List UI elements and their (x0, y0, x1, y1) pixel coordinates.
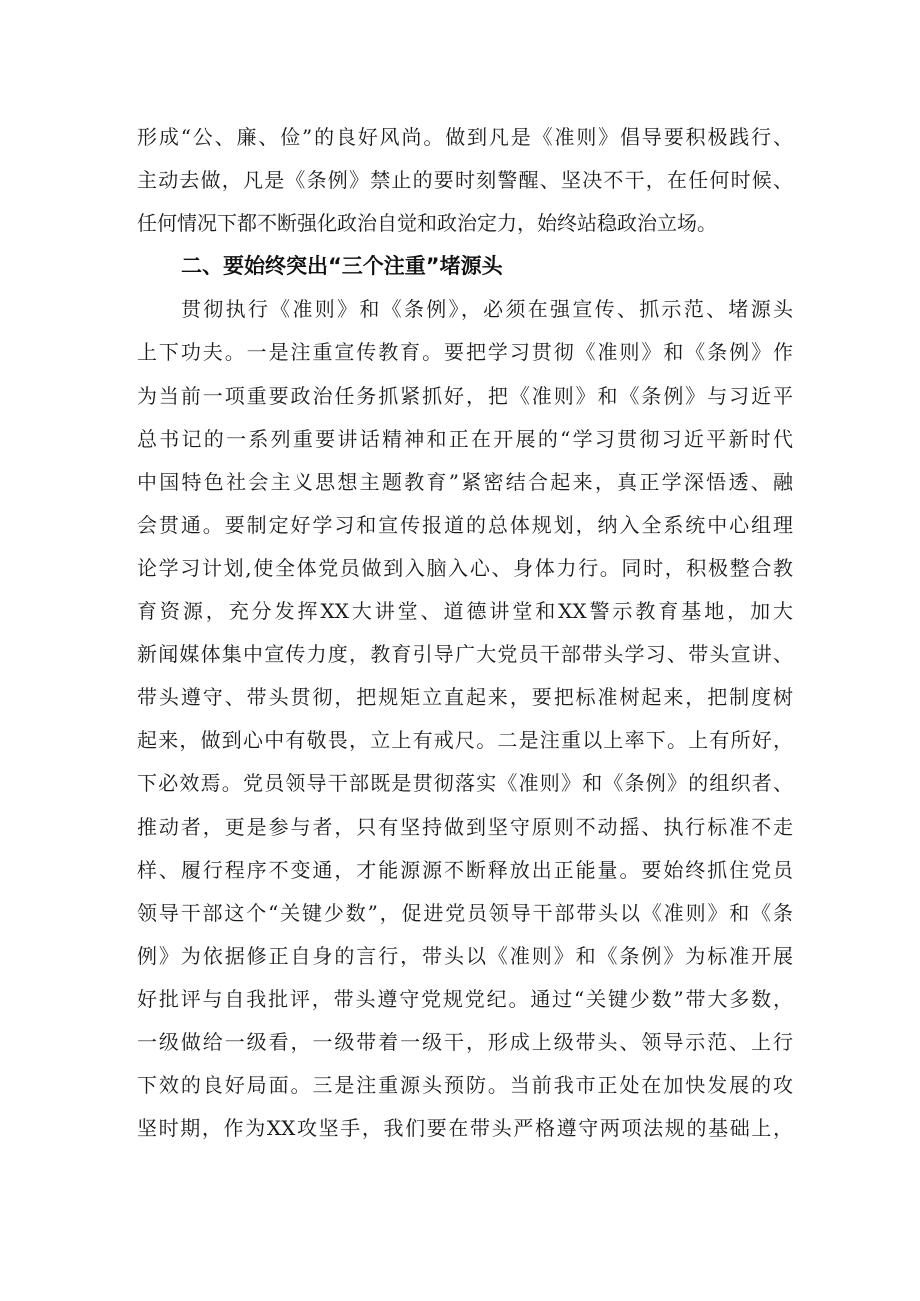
text-line: 贯彻执行《准则》和《条例》，必须在强宣传、抓示范、堵源头 (181, 297, 793, 322)
text-line: 论学习计划,使全体党员做到入脑入心、身体力行。同时，积极整合教 (137, 555, 793, 580)
text-line: 主动去做，凡是《条例》禁止的要时刻警醒、坚决不干，在任何时候、 (137, 168, 793, 193)
text-line: 中国特色社会主义思想主题教育”紧密结合起来，真正学深悟透、融 (137, 469, 793, 494)
text-line: 为当前一项重要政治任务抓紧抓好，把《准则》和《条例》与习近平 (137, 383, 793, 408)
text-line: 下必效焉。党员领导干部既是贯彻落实《准则》和《条例》的组织者、 (137, 771, 793, 796)
text-line: 坚时期，作为XX攻坚手，我们要在带头严格遵守两项法规的基础上， (137, 1116, 793, 1141)
text-line: 总书记的一系列重要讲话精神和正在开展的“学习贯彻习近平新时代 (137, 426, 793, 451)
document-body (137, 116, 793, 1150)
text-line: 育资源，充分发挥XX大讲堂、道德讲堂和XX警示教育基地，加大 (137, 599, 793, 624)
text-line: 任何情况下都不断强化政治自觉和政治定力，始终站稳政治立场。 (137, 211, 717, 236)
text-line: 下效的良好局面。三是注重源头预防。当前我市正处在加快发展的攻 (137, 1073, 793, 1098)
text-line: 例》为依据修正自身的言行，带头以《准则》和《条例》为标准开展 (137, 943, 793, 968)
section-heading: 二、要始终突出“三个注重”堵源头 (181, 254, 503, 279)
text-line: 上下功夫。一是注重宣传教育。要把学习贯彻《准则》和《条例》作 (137, 340, 793, 365)
text-line: 领导干部这个“关键少数”，促进党员领导干部带头以《准则》和《条 (137, 900, 793, 925)
text-line: 带头遵守、带头贯彻，把规矩立直起来，要把标准树起来，把制度树 (137, 685, 793, 710)
section-paragraph (137, 288, 793, 1150)
text-line: 形成“公、廉、俭”的良好风尚。做到凡是《准则》倡导要积极践行、 (137, 125, 793, 149)
text-line: 新闻媒体集中宣传力度，教育引导广大党员干部带头学习、带头宣讲、 (137, 642, 793, 667)
text-line: 起来，做到心中有敬畏，立上有戒尺。二是注重以上率下。上有所好， (137, 728, 793, 753)
text-line: 一级做给一级看，一级带着一级干，形成上级带头、领导示范、上行 (137, 1029, 793, 1054)
text-line: 好批评与自我批评，带头遵守党规党纪。通过“关键少数”带大多数， (137, 986, 793, 1011)
intro-paragraph (137, 116, 793, 245)
text-line: 推动者，更是参与者，只有坚持做到坚守原则不动摇、执行标准不走 (137, 814, 793, 839)
text-line: 会贯通。要制定好学习和宣传报道的总体规划，纳入全系统中心组理 (137, 512, 793, 537)
text-line: 样、履行程序不变通，才能源源不断释放出正能量。要始终抓住党员 (137, 857, 793, 882)
